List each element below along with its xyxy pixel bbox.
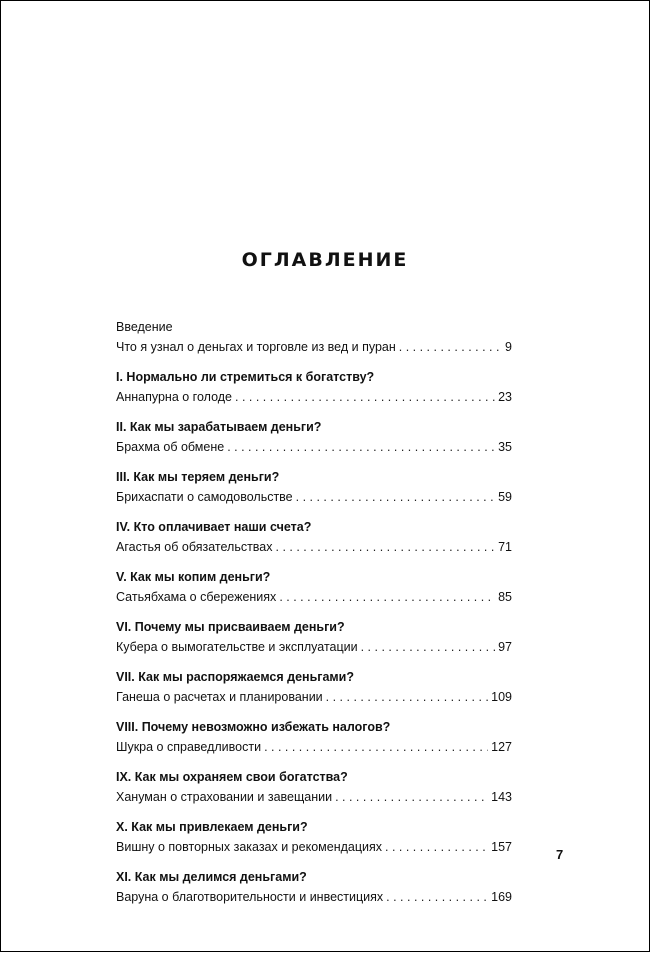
toc-page-number: 35 [498,440,512,454]
toc-entry-title: Что я узнал о деньгах и торговле из вед и пуран [116,340,396,354]
dot-leader [227,437,495,458]
toc-heading: VI. Почему мы присваиваем деньги? [116,620,345,634]
toc-entry-title: Ганеша о расчетах и планировании [116,690,323,704]
toc-section [116,367,512,409]
toc-heading: VIII. Почему невозможно избежать налогов? [116,720,391,734]
dot-leader [399,337,502,358]
toc-heading: V. Как мы копим деньги? [116,570,271,584]
dot-leader [279,587,495,608]
toc-entry [116,837,512,859]
toc-section [116,567,512,609]
toc-page-number: 85 [498,590,512,604]
dot-leader [386,887,488,908]
toc-entry [116,737,512,759]
dot-leader [361,637,495,658]
toc-heading: X. Как мы привлекаем деньги? [116,820,308,834]
toc-page-number: 169 [491,890,512,904]
toc-page-number: 59 [498,490,512,504]
toc-entry-title: Сатьябхама о сбережениях [116,590,277,604]
toc-entry [116,337,512,359]
page-title: ОГЛАВЛЕНИЕ [241,249,409,271]
toc-section [116,517,512,559]
toc-entry-title: Агастья об обязательствах [116,540,273,554]
toc-entry [116,437,512,459]
dot-leader [335,787,488,808]
toc-page-number: 143 [491,790,512,804]
toc-section [116,767,512,809]
toc-entry [116,587,512,609]
toc-entry [116,537,512,559]
toc-entry-title: Кубера о вымогательстве и эксплуатации [116,640,358,654]
toc-heading: IX. Как мы охраняем свои богатства? [116,770,348,784]
toc-heading: I. Нормально ли стремиться к богатству? [116,370,375,384]
toc-entry [116,787,512,809]
dot-leader [296,487,495,508]
toc-heading: Введение [116,320,173,334]
toc-page-number: 23 [498,390,512,404]
toc-heading: II. Как мы зарабатываем деньги? [116,420,322,434]
toc-heading: VII. Как мы распоряжаемся деньгами? [116,670,354,684]
page-number: 7 [556,847,564,862]
toc-entry-title: Брахма об обмене [116,440,225,454]
toc-section [116,617,512,659]
dot-leader [235,387,495,408]
toc-heading: III. Как мы теряем деньги? [116,470,280,484]
toc-entry [116,637,512,659]
toc-section [116,667,512,709]
toc-entry-title: Вишну о повторных заказах и рекомендациях [116,840,383,854]
toc-section [116,417,512,459]
dot-leader [276,537,496,558]
toc-entry [116,887,512,909]
toc-entry-title: Аннапурна о голоде [116,390,232,404]
toc-section [116,817,512,859]
toc-page-number: 109 [491,690,512,704]
table-of-contents [116,317,512,917]
toc-entry [116,387,512,409]
toc-entry-title: Шукра о справедливости [116,740,262,754]
toc-page-number: 9 [505,340,512,354]
toc-page-number: 127 [491,740,512,754]
toc-page-number: 97 [498,640,512,654]
toc-entry [116,487,512,509]
dot-leader [385,837,488,858]
toc-page-number: 71 [498,540,512,554]
toc-page-number: 157 [491,840,512,854]
toc-section [116,717,512,759]
dot-leader [326,687,488,708]
toc-section [116,317,512,359]
toc-section [116,467,512,509]
toc-section [116,867,512,909]
toc-entry-title: Брихаспати о самодовольстве [116,490,293,504]
toc-heading: IV. Кто оплачивает наши счета? [116,520,312,534]
toc-entry [116,687,512,709]
toc-entry-title: Хануман о страховании и завещании [116,790,333,804]
toc-heading: XI. Как мы делимся деньгами? [116,870,307,884]
dot-leader [264,737,488,758]
toc-entry-title: Варуна о благотворительности и инвестициях [116,890,384,904]
